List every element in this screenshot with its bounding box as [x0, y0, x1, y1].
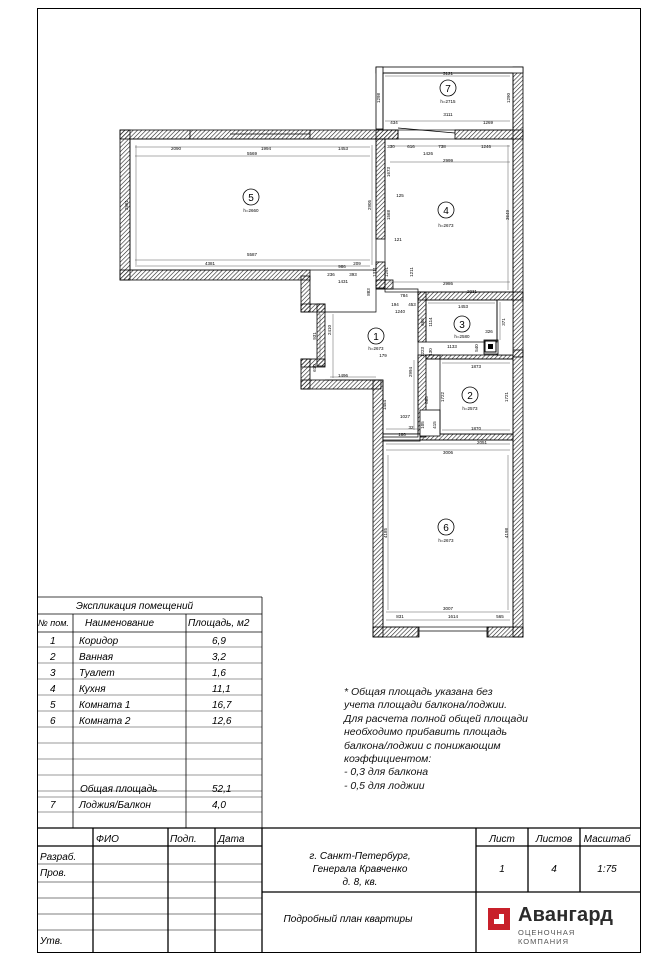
room-6-number: 6: [443, 523, 449, 534]
note-line: - 0,3 для балкона: [344, 766, 429, 779]
company-logo: [488, 904, 628, 946]
dim: 1496: [337, 373, 349, 378]
room-7-height: h=2715: [440, 99, 456, 104]
listov-value: 4: [551, 864, 557, 875]
wall: [426, 355, 513, 359]
dim: 453: [408, 302, 416, 307]
row-area: 3,2: [212, 652, 226, 663]
row-name: Комната 1: [79, 700, 131, 711]
dim: 393: [349, 272, 357, 277]
dim: 1614: [447, 614, 459, 619]
room-3-height: h=2580: [454, 334, 470, 339]
dim: 4381: [204, 261, 216, 266]
dim: 2981: [124, 199, 129, 211]
dim: 2090: [170, 146, 182, 151]
dim: 738: [438, 144, 446, 149]
logo-subtitle: ОЦЕНОЧНАЯ КОМПАНИЯ: [518, 928, 576, 946]
room-3-number: 3: [459, 320, 465, 331]
podp-header: Подп.: [170, 834, 197, 845]
dim: 1431: [337, 279, 349, 284]
dim: 1133: [447, 344, 457, 349]
dim: 1290: [506, 92, 511, 104]
note-line: балкона/лоджии с понижающим: [344, 739, 501, 752]
dim: 1568: [386, 209, 391, 221]
wall: [376, 139, 385, 239]
dim: 3649: [505, 209, 510, 221]
dim: 3006: [442, 450, 454, 455]
dim: 565: [496, 614, 504, 619]
plumbing-core: [488, 344, 493, 349]
extra-name: Лоджия/Балкон: [79, 800, 151, 811]
dim: 784: [400, 293, 408, 298]
dim: 1722: [440, 391, 445, 403]
dim: 4198: [504, 527, 509, 539]
row-name: Ванная: [79, 652, 114, 663]
dim: 4185: [383, 527, 388, 539]
razrab-label: Разраб.: [40, 852, 77, 863]
dim: 2031: [466, 289, 478, 294]
address-line-1: г. Санкт-Петербург,: [309, 851, 411, 862]
area-note: [344, 686, 564, 793]
row-area: 1,6: [212, 668, 226, 679]
wall: [301, 380, 381, 389]
room-2-height: h=2573: [462, 406, 478, 411]
row-num: 4: [50, 684, 56, 695]
dim: 2051: [476, 440, 488, 445]
col-name-header: Наименование: [85, 618, 155, 629]
room-1-height: h=2673: [368, 346, 384, 351]
fio-header: ФИО: [96, 834, 119, 845]
doc-title: Подробный план квартиры: [283, 914, 413, 925]
list-header: Лист: [489, 834, 515, 845]
note-line: учета площади балкона/лоджии.: [344, 699, 508, 712]
dim: 105: [420, 421, 425, 429]
wall: [513, 350, 523, 637]
row-area: 12,6: [212, 716, 232, 727]
dim: 186: [398, 432, 406, 437]
dim: 1721: [504, 391, 509, 403]
dim: 415: [432, 421, 437, 429]
note-line: - 0,5 для лоджии: [344, 779, 425, 792]
dim: 1454: [382, 399, 387, 411]
row-name: Туалет: [79, 668, 115, 679]
dim: 2994: [408, 366, 413, 378]
dim: 686: [420, 318, 425, 326]
col-area-header: Площадь, м2: [188, 618, 250, 629]
dim: 1211: [409, 267, 414, 277]
note-line: необходимо прибавить площадь: [344, 726, 508, 739]
room-6-height: h=2673: [438, 538, 454, 543]
row-num: 1: [50, 636, 56, 647]
dim: 130: [428, 348, 433, 356]
dim: 931: [312, 332, 317, 340]
dim: 1291: [384, 266, 389, 278]
row-num: 2: [50, 652, 56, 663]
dim: 32: [408, 425, 414, 430]
extra-num: 7: [50, 800, 56, 811]
dim: 236: [327, 272, 335, 277]
dim: 1311: [372, 267, 377, 277]
dim: 610: [312, 364, 317, 372]
room-4-height: h=2673: [438, 223, 454, 228]
dim: 330: [387, 144, 395, 149]
dim: 616: [407, 144, 415, 149]
wall: [317, 304, 325, 366]
address-line-2: Генерала Кравченко: [312, 864, 408, 875]
row-num: 6: [50, 716, 56, 727]
dim: 883: [366, 288, 371, 296]
extra-area: 4,0: [212, 800, 226, 811]
dim: 121: [394, 237, 402, 242]
dim: 125: [396, 193, 404, 198]
dim: 1269: [482, 120, 494, 125]
dim: 1870: [470, 426, 482, 431]
dim: 2999: [442, 158, 454, 163]
address-line-3: д. 8, кв.: [342, 877, 378, 888]
dim: 2905: [367, 199, 372, 211]
wall: [376, 280, 393, 289]
room-5-number: 5: [248, 193, 254, 204]
wall: [120, 270, 310, 280]
dim: 3121: [442, 71, 454, 76]
dim: 831: [396, 614, 404, 619]
note-line: * Общая площадь указана без: [344, 686, 493, 698]
row-area: 6,9: [212, 636, 226, 647]
list-value: 1: [499, 864, 505, 875]
logo-name: Авангард: [518, 904, 614, 926]
row-num: 5: [50, 700, 56, 711]
dim: 986: [338, 264, 346, 269]
dim: 1114: [428, 317, 433, 327]
prov-label: Пров.: [40, 868, 67, 879]
dim: 1298: [376, 92, 381, 104]
wall: [376, 130, 398, 139]
room-2-number: 2: [467, 391, 473, 402]
dim: 1453: [337, 146, 349, 151]
row-num: 3: [50, 668, 56, 679]
total-label: Общая площадь: [80, 784, 158, 795]
listov-header: Листов: [535, 834, 573, 845]
dim: 2986: [442, 281, 454, 286]
dim: 209: [353, 261, 361, 266]
wall: [513, 67, 523, 357]
room-1-number: 1: [373, 332, 379, 343]
data-header: Дата: [218, 834, 245, 845]
dim: 5569: [246, 151, 258, 156]
row-name: Коридор: [79, 636, 119, 647]
wall: [120, 130, 398, 139]
dim: 434: [390, 120, 398, 125]
dim: 1994: [260, 146, 272, 151]
dim: 1240: [394, 309, 406, 314]
dim: 1223: [420, 346, 425, 358]
dim: 179: [379, 353, 387, 358]
utv-label: Утв.: [40, 936, 63, 947]
dim: 3007: [442, 606, 454, 611]
dim: 1426: [422, 151, 434, 156]
dim: 5587: [246, 252, 258, 257]
note-line: Для расчета полной общей площади: [344, 712, 529, 725]
dim: 326: [485, 329, 493, 334]
row-area: 16,7: [212, 700, 232, 711]
dim: 1873: [470, 364, 482, 369]
room-4-number: 4: [443, 206, 449, 217]
dim: 1246: [480, 144, 492, 149]
dim: 3111: [443, 112, 453, 117]
wall: [373, 627, 419, 637]
room-7-number: 7: [445, 84, 451, 95]
dim: 885: [424, 396, 429, 404]
explication-title: Экспликация помещений: [76, 601, 194, 612]
dim: 1453: [457, 304, 469, 309]
dim: 1027: [399, 414, 411, 419]
dim: 2410: [327, 324, 332, 336]
total-value: 52,1: [212, 784, 232, 795]
wall: [418, 292, 426, 342]
row-name: Комната 2: [79, 716, 131, 727]
masshtab-header: Масштаб: [583, 834, 631, 845]
dim: 194: [391, 302, 399, 307]
dim: 371: [501, 318, 506, 326]
dim: 540: [474, 344, 479, 352]
row-name: Кухня: [79, 684, 106, 695]
note-line: коэффициентом:: [344, 753, 432, 766]
walls: [120, 67, 523, 637]
col-num-header: № пом.: [38, 618, 69, 628]
dim: 1673: [386, 166, 391, 178]
wall: [455, 130, 523, 139]
wall: [497, 300, 513, 355]
wall: [373, 380, 383, 637]
masshtab-value: 1:75: [597, 864, 617, 875]
room-5-height: h=2660: [243, 208, 259, 213]
row-area: 11,1: [212, 684, 231, 695]
